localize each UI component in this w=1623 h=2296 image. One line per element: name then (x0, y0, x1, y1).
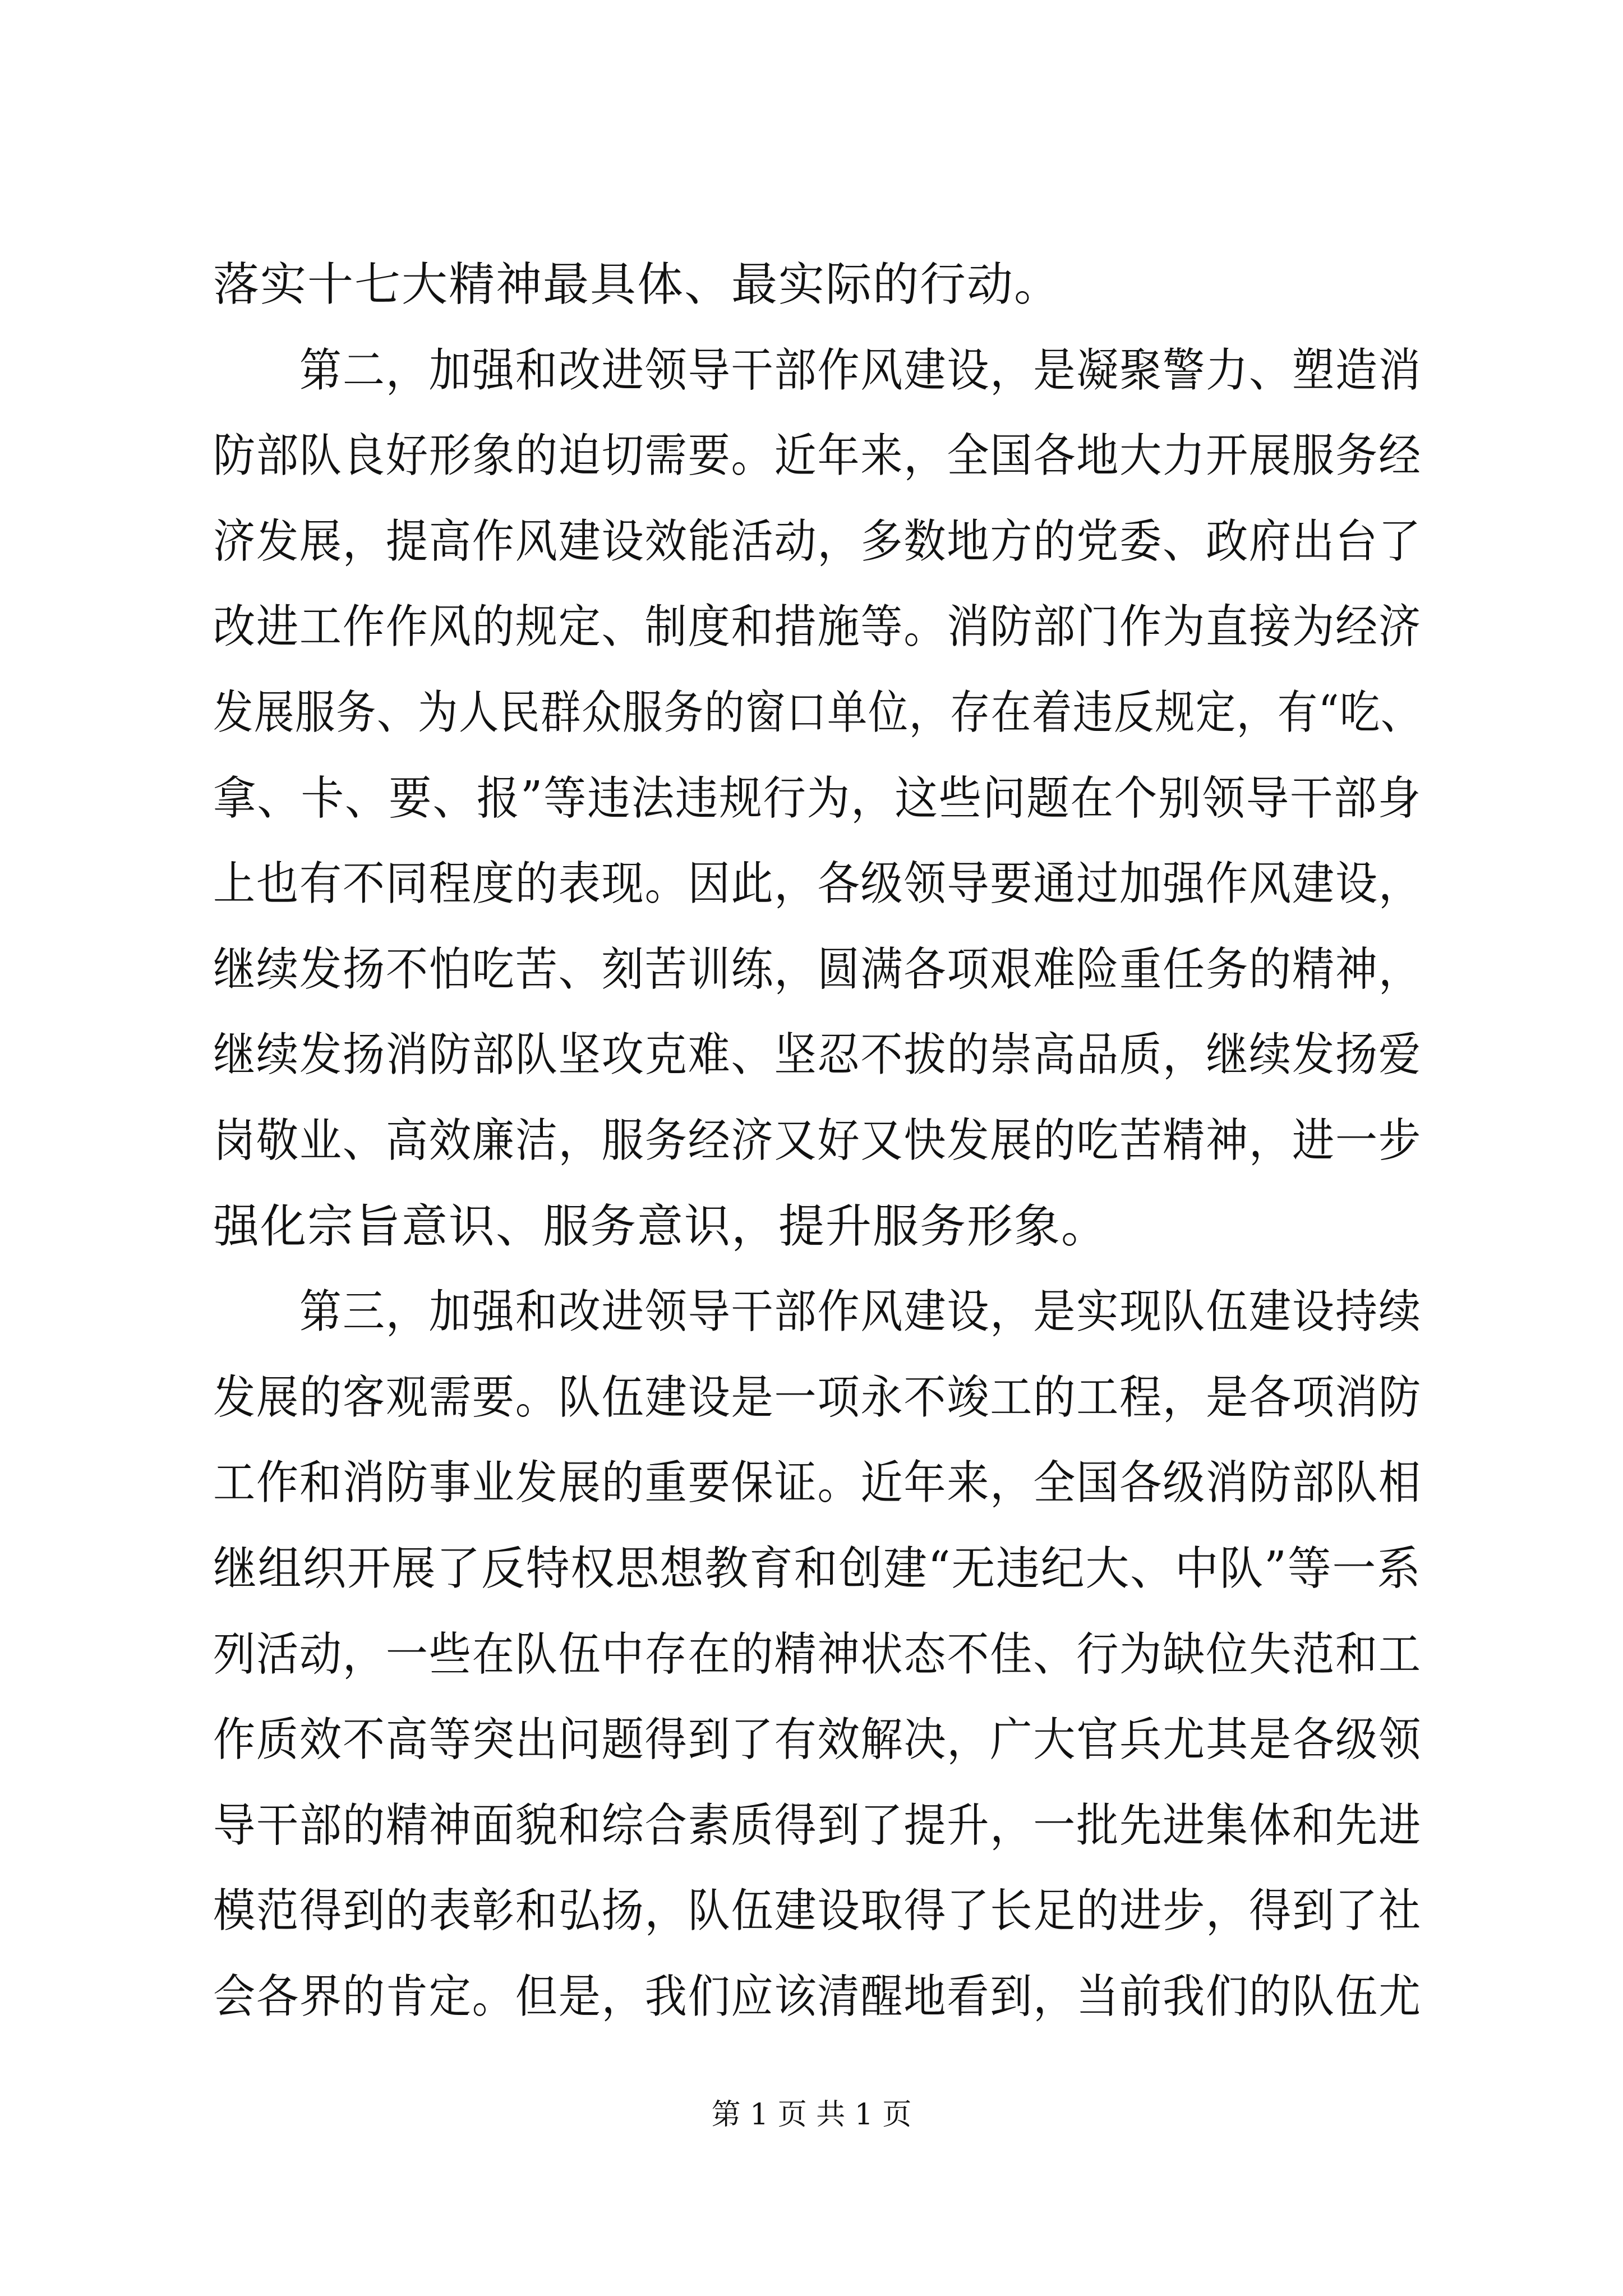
text-line-21: 会各界的肯定。但是，我们应该清醒地看到，当前我们的队伍尤 (213, 1970, 1422, 2023)
text-line-9: 继续发扬不怕吃苦、刻苦训练，圆满各项艰难险重任务的精神， (213, 943, 1422, 996)
text-line-19: 导干部的精神面貌和综合素质得到了提升，一批先进集体和先进 (213, 1799, 1422, 1852)
text-line-1: 落实十七大精神最具体、最实际的行动。 (213, 258, 1062, 311)
text-line-12: 强化宗旨意识、服务意识，提升服务形象。 (213, 1200, 1109, 1253)
text-line-8: 上也有不同程度的表现。因此，各级领导要通过加强作风建设， (213, 857, 1422, 910)
text-line-17: 列活动，一些在队伍中存在的精神状态不佳、行为缺位失范和工 (213, 1628, 1422, 1681)
text-line-18: 作质效不高等突出问题得到了有效解决，广大官兵尤其是各级领 (213, 1713, 1422, 1766)
page-footer: 第 1 页 共 1 页 (711, 2098, 912, 2132)
text-line-3: 防部队良好形象的迫切需要。近年来，全国各地大力开展服务经 (213, 429, 1422, 482)
text-line-14: 发展的客观需要。队伍建设是一项永不竣工的工程，是各项消防 (213, 1371, 1422, 1424)
text-line-11: 岗敬业、高效廉洁，服务经济又好又快发展的吃苦精神，进一步 (213, 1114, 1422, 1167)
text-line-2: 第二，加强和改进领导干部作风建设，是凝聚警力、塑造消 (213, 344, 1422, 397)
text-line-6: 发展服务、为人民群众服务的窗口单位，存在着违反规定，有“吃、 (213, 686, 1422, 739)
text-line-16: 继组织开展了反特权思想教育和创建“无违纪大、中队”等一系 (213, 1542, 1422, 1595)
text-line-15: 工作和消防事业发展的重要保证。近年来，全国各级消防部队相 (213, 1456, 1422, 1510)
text-line-10: 继续发扬消防部队坚攻克难、坚忍不拔的崇高品质，继续发扬爱 (213, 1028, 1422, 1082)
text-line-20: 模范得到的表彰和弘扬，队伍建设取得了长足的进步，得到了社 (213, 1884, 1422, 1938)
text-line-4: 济发展，提高作风建设效能活动，多数地方的党委、政府出台了 (213, 515, 1422, 568)
text-line-5: 改进工作作风的规定、制度和措施等。消防部门作为直接为经济 (213, 600, 1422, 654)
text-line-13: 第三，加强和改进领导干部作风建设，是实现队伍建设持续 (213, 1285, 1422, 1338)
text-line-7: 拿、卡、要、报”等违法违规行为，这些问题在个别领导干部身 (213, 772, 1422, 825)
